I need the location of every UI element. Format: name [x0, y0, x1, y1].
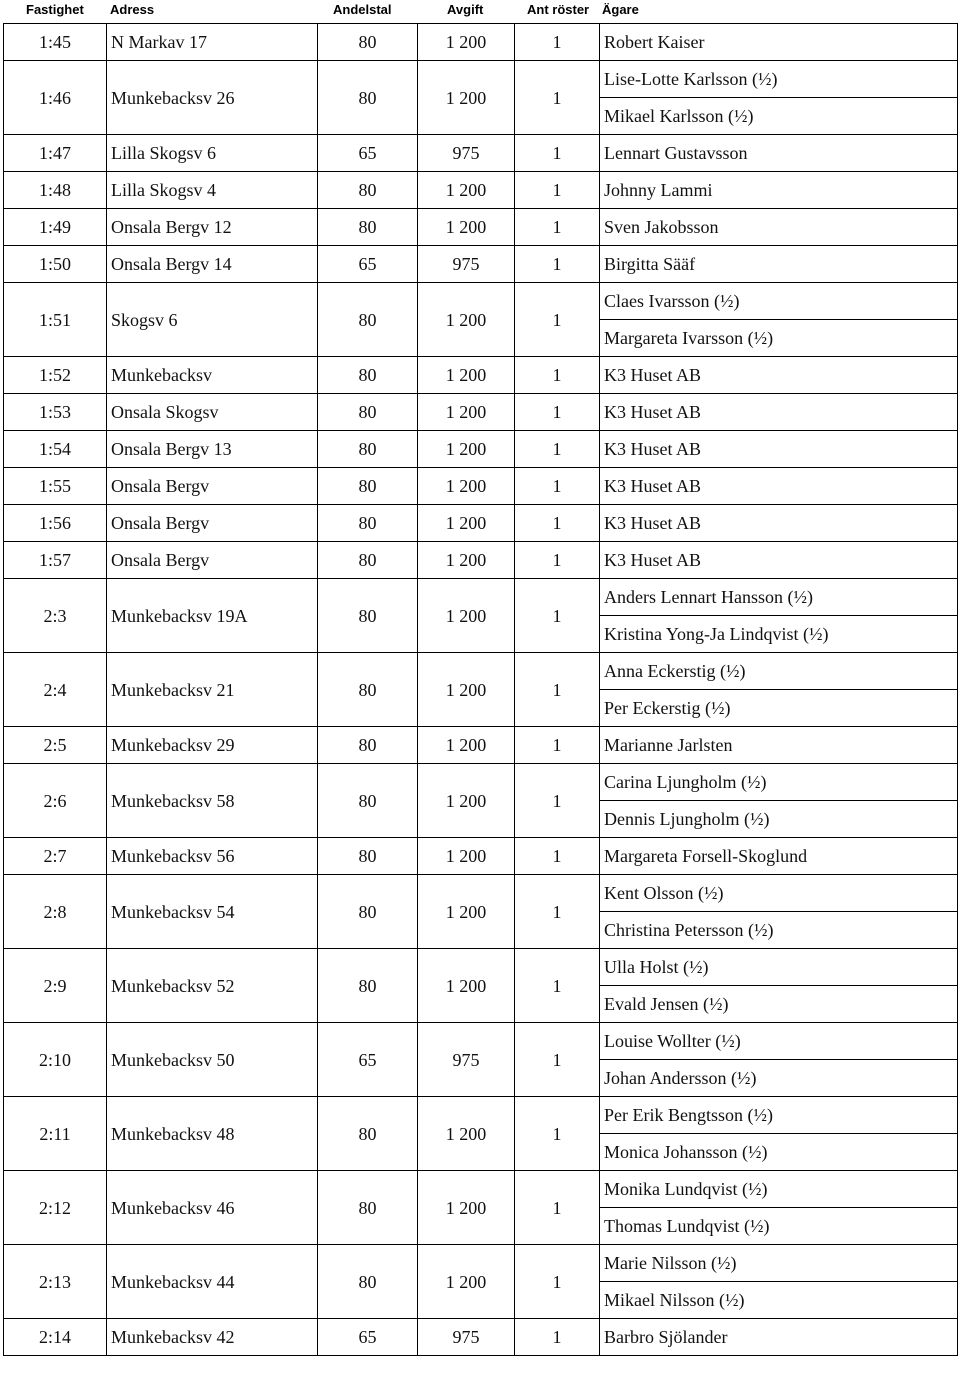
agare-cell: Per Erik Bengtsson (½) — [600, 1097, 958, 1134]
fastighet-cell: 1:56 — [4, 505, 107, 542]
table-row — [4, 1171, 958, 1208]
avgift-cell: 1 200 — [418, 283, 515, 357]
andelstal-cell: 80 — [318, 172, 418, 209]
agare-cell: Anna Eckerstig (½) — [600, 653, 958, 690]
adress-cell: Munkebacksv 29 — [107, 727, 318, 764]
andelstal-cell: 80 — [318, 357, 418, 394]
ant-roster-cell: 1 — [515, 394, 600, 431]
avgift-cell: 1 200 — [418, 1171, 515, 1245]
avgift-cell: 1 200 — [418, 949, 515, 1023]
avgift-cell: 975 — [418, 1319, 515, 1356]
column-header-row — [0, 0, 960, 22]
table-row — [4, 875, 958, 912]
ant-roster-cell: 1 — [515, 431, 600, 468]
adress-cell: Lilla Skogsv 6 — [107, 135, 318, 172]
andelstal-cell: 65 — [318, 1023, 418, 1097]
table-row — [4, 135, 958, 172]
fastighet-cell: 1:54 — [4, 431, 107, 468]
table-row — [4, 468, 958, 505]
ant-roster-cell: 1 — [515, 283, 600, 357]
adress-cell: Onsala Bergv 13 — [107, 431, 318, 468]
avgift-cell: 1 200 — [418, 727, 515, 764]
agare-cell: Margareta Forsell-Skoglund — [600, 838, 958, 875]
agare-cell: Monika Lundqvist (½) — [600, 1171, 958, 1208]
fastighet-cell: 2:13 — [4, 1245, 107, 1319]
avgift-cell: 1 200 — [418, 24, 515, 61]
fastighet-cell: 1:52 — [4, 357, 107, 394]
adress-cell: Munkebacksv 46 — [107, 1171, 318, 1245]
ant-roster-cell: 1 — [515, 1023, 600, 1097]
avgift-cell: 1 200 — [418, 505, 515, 542]
agare-cell: Dennis Ljungholm (½) — [600, 801, 958, 838]
fastighet-cell: 2:5 — [4, 727, 107, 764]
avgift-cell: 1 200 — [418, 209, 515, 246]
agare-cell: K3 Huset AB — [600, 357, 958, 394]
agare-cell: Louise Wollter (½) — [600, 1023, 958, 1060]
fastighet-cell: 2:10 — [4, 1023, 107, 1097]
agare-cell: Johnny Lammi — [600, 172, 958, 209]
ant-roster-cell: 1 — [515, 1319, 600, 1356]
ant-roster-cell: 1 — [515, 727, 600, 764]
agare-cell: Per Eckerstig (½) — [600, 690, 958, 727]
agare-cell: Johan Andersson (½) — [600, 1060, 958, 1097]
agare-cell: K3 Huset AB — [600, 394, 958, 431]
agare-cell: Robert Kaiser — [600, 24, 958, 61]
fastighet-cell: 2:9 — [4, 949, 107, 1023]
agare-cell: Evald Jensen (½) — [600, 986, 958, 1023]
table-row — [4, 209, 958, 246]
adress-cell: Onsala Bergv — [107, 542, 318, 579]
andelstal-cell: 80 — [318, 1171, 418, 1245]
andelstal-cell: 80 — [318, 1097, 418, 1171]
andelstal-cell: 80 — [318, 949, 418, 1023]
agare-cell: Kristina Yong-Ja Lindqvist (½) — [600, 616, 958, 653]
agare-cell: K3 Huset AB — [600, 468, 958, 505]
andelstal-cell: 80 — [318, 653, 418, 727]
avgift-cell: 1 200 — [418, 357, 515, 394]
table-row — [4, 394, 958, 431]
adress-cell: Onsala Bergv 12 — [107, 209, 318, 246]
andelstal-cell: 80 — [318, 579, 418, 653]
table-row — [4, 24, 958, 61]
table-row — [4, 579, 958, 616]
fastighet-cell: 1:48 — [4, 172, 107, 209]
avgift-cell: 1 200 — [418, 653, 515, 727]
ant-roster-cell: 1 — [515, 24, 600, 61]
agare-cell: Birgitta Sääf — [600, 246, 958, 283]
adress-cell: Munkebacksv 54 — [107, 875, 318, 949]
ant-roster-cell: 1 — [515, 246, 600, 283]
avgift-cell: 1 200 — [418, 579, 515, 653]
avgift-cell: 1 200 — [418, 61, 515, 135]
avgift-cell: 975 — [418, 1023, 515, 1097]
agare-cell: Lise-Lotte Karlsson (½) — [600, 61, 958, 98]
adress-cell: Onsala Bergv — [107, 505, 318, 542]
adress-cell: Munkebacksv 56 — [107, 838, 318, 875]
agare-cell: Margareta Ivarsson (½) — [600, 320, 958, 357]
ant-roster-cell: 1 — [515, 838, 600, 875]
avgift-cell: 1 200 — [418, 764, 515, 838]
andelstal-cell: 65 — [318, 246, 418, 283]
fastighet-cell: 2:14 — [4, 1319, 107, 1356]
fastighet-cell: 2:8 — [4, 875, 107, 949]
ant-roster-cell: 1 — [515, 135, 600, 172]
fastighet-cell: 2:12 — [4, 1171, 107, 1245]
adress-cell: Onsala Skogsv — [107, 394, 318, 431]
avgift-cell: 1 200 — [418, 468, 515, 505]
header-agare: Ägare — [602, 2, 639, 17]
andelstal-cell: 80 — [318, 838, 418, 875]
adress-cell: Onsala Bergv 14 — [107, 246, 318, 283]
adress-cell: N Markav 17 — [107, 24, 318, 61]
table-row — [4, 172, 958, 209]
fastighet-cell: 1:45 — [4, 24, 107, 61]
adress-cell: Munkebacksv 52 — [107, 949, 318, 1023]
adress-cell: Munkebacksv 19A — [107, 579, 318, 653]
table-row — [4, 431, 958, 468]
adress-cell: Munkebacksv 26 — [107, 61, 318, 135]
ant-roster-cell: 1 — [515, 875, 600, 949]
adress-cell: Munkebacksv 48 — [107, 1097, 318, 1171]
table-row — [4, 727, 958, 764]
agare-cell: Sven Jakobsson — [600, 209, 958, 246]
andelstal-cell: 80 — [318, 24, 418, 61]
avgift-cell: 1 200 — [418, 394, 515, 431]
andelstal-cell: 80 — [318, 209, 418, 246]
fastighet-cell: 2:3 — [4, 579, 107, 653]
table-row — [4, 949, 958, 986]
ant-roster-cell: 1 — [515, 1245, 600, 1319]
adress-cell: Munkebacksv 42 — [107, 1319, 318, 1356]
adress-cell: Munkebacksv 21 — [107, 653, 318, 727]
agare-cell: Marie Nilsson (½) — [600, 1245, 958, 1282]
andelstal-cell: 65 — [318, 1319, 418, 1356]
fastighet-cell: 2:11 — [4, 1097, 107, 1171]
agare-cell: Mikael Nilsson (½) — [600, 1282, 958, 1319]
ant-roster-cell: 1 — [515, 949, 600, 1023]
ant-roster-cell: 1 — [515, 1171, 600, 1245]
table-row — [4, 1097, 958, 1134]
header-avgift: Avgift — [447, 2, 484, 17]
ant-roster-cell: 1 — [515, 61, 600, 135]
agare-cell: Claes Ivarsson (½) — [600, 283, 958, 320]
fastighet-cell: 2:6 — [4, 764, 107, 838]
avgift-cell: 1 200 — [418, 172, 515, 209]
fastighet-cell: 1:57 — [4, 542, 107, 579]
header-adress: Adress — [110, 2, 155, 17]
andelstal-cell: 80 — [318, 468, 418, 505]
table-row — [4, 542, 958, 579]
agare-cell: Lennart Gustavsson — [600, 135, 958, 172]
agare-cell: Barbro Sjölander — [600, 1319, 958, 1356]
agare-cell: Marianne Jarlsten — [600, 727, 958, 764]
fastighet-cell: 1:53 — [4, 394, 107, 431]
table-row — [4, 1023, 958, 1060]
agare-cell: Kent Olsson (½) — [600, 875, 958, 912]
fastighet-cell: 2:4 — [4, 653, 107, 727]
adress-cell: Lilla Skogsv 4 — [107, 172, 318, 209]
table-row — [4, 283, 958, 320]
table-row — [4, 1319, 958, 1356]
avgift-cell: 1 200 — [418, 542, 515, 579]
ant-roster-cell: 1 — [515, 653, 600, 727]
andelstal-cell: 80 — [318, 764, 418, 838]
table-row — [4, 838, 958, 875]
property-table-body — [4, 24, 958, 1356]
ant-roster-cell: 1 — [515, 542, 600, 579]
adress-cell: Munkebacksv 50 — [107, 1023, 318, 1097]
andelstal-cell: 80 — [318, 875, 418, 949]
table-row — [4, 246, 958, 283]
ant-roster-cell: 1 — [515, 1097, 600, 1171]
avgift-cell: 975 — [418, 246, 515, 283]
ant-roster-cell: 1 — [515, 468, 600, 505]
avgift-cell: 1 200 — [418, 431, 515, 468]
ant-roster-cell: 1 — [515, 764, 600, 838]
ant-roster-cell: 1 — [515, 172, 600, 209]
fastighet-cell: 1:49 — [4, 209, 107, 246]
avgift-cell: 1 200 — [418, 1245, 515, 1319]
avgift-cell: 1 200 — [418, 838, 515, 875]
andelstal-cell: 80 — [318, 431, 418, 468]
fastighet-cell: 1:50 — [4, 246, 107, 283]
andelstal-cell: 80 — [318, 505, 418, 542]
agare-cell: K3 Huset AB — [600, 431, 958, 468]
avgift-cell: 1 200 — [418, 1097, 515, 1171]
avgift-cell: 975 — [418, 135, 515, 172]
andelstal-cell: 65 — [318, 135, 418, 172]
agare-cell: Thomas Lundqvist (½) — [600, 1208, 958, 1245]
ant-roster-cell: 1 — [515, 579, 600, 653]
adress-cell: Skogsv 6 — [107, 283, 318, 357]
table-row — [4, 653, 958, 690]
fastighet-cell: 1:55 — [4, 468, 107, 505]
andelstal-cell: 80 — [318, 394, 418, 431]
agare-cell: Mikael Karlsson (½) — [600, 98, 958, 135]
adress-cell: Munkebacksv 44 — [107, 1245, 318, 1319]
adress-cell: Munkebacksv 58 — [107, 764, 318, 838]
agare-cell: Monica Johansson (½) — [600, 1134, 958, 1171]
fastighet-cell: 2:7 — [4, 838, 107, 875]
ant-roster-cell: 1 — [515, 209, 600, 246]
table-row — [4, 61, 958, 98]
andelstal-cell: 80 — [318, 1245, 418, 1319]
header-fastighet: Fastighet — [26, 2, 84, 17]
andelstal-cell: 80 — [318, 727, 418, 764]
agare-cell: K3 Huset AB — [600, 542, 958, 579]
agare-cell: Carina Ljungholm (½) — [600, 764, 958, 801]
adress-cell: Munkebacksv — [107, 357, 318, 394]
ant-roster-cell: 1 — [515, 505, 600, 542]
ant-roster-cell: 1 — [515, 357, 600, 394]
agare-cell: K3 Huset AB — [600, 505, 958, 542]
avgift-cell: 1 200 — [418, 875, 515, 949]
agare-cell: Christina Petersson (½) — [600, 912, 958, 949]
adress-cell: Onsala Bergv — [107, 468, 318, 505]
table-row — [4, 764, 958, 801]
agare-cell: Ulla Holst (½) — [600, 949, 958, 986]
andelstal-cell: 80 — [318, 542, 418, 579]
andelstal-cell: 80 — [318, 283, 418, 357]
andelstal-cell: 80 — [318, 61, 418, 135]
table-row — [4, 1245, 958, 1282]
fastighet-cell: 1:47 — [4, 135, 107, 172]
fastighet-cell: 1:51 — [4, 283, 107, 357]
fastighet-cell: 1:46 — [4, 61, 107, 135]
table-row — [4, 505, 958, 542]
property-table — [3, 23, 958, 1356]
header-andelstal: Andelstal — [333, 2, 392, 17]
header-ant-roster: Ant röster — [527, 2, 590, 17]
agare-cell: Anders Lennart Hansson (½) — [600, 579, 958, 616]
table-row — [4, 357, 958, 394]
